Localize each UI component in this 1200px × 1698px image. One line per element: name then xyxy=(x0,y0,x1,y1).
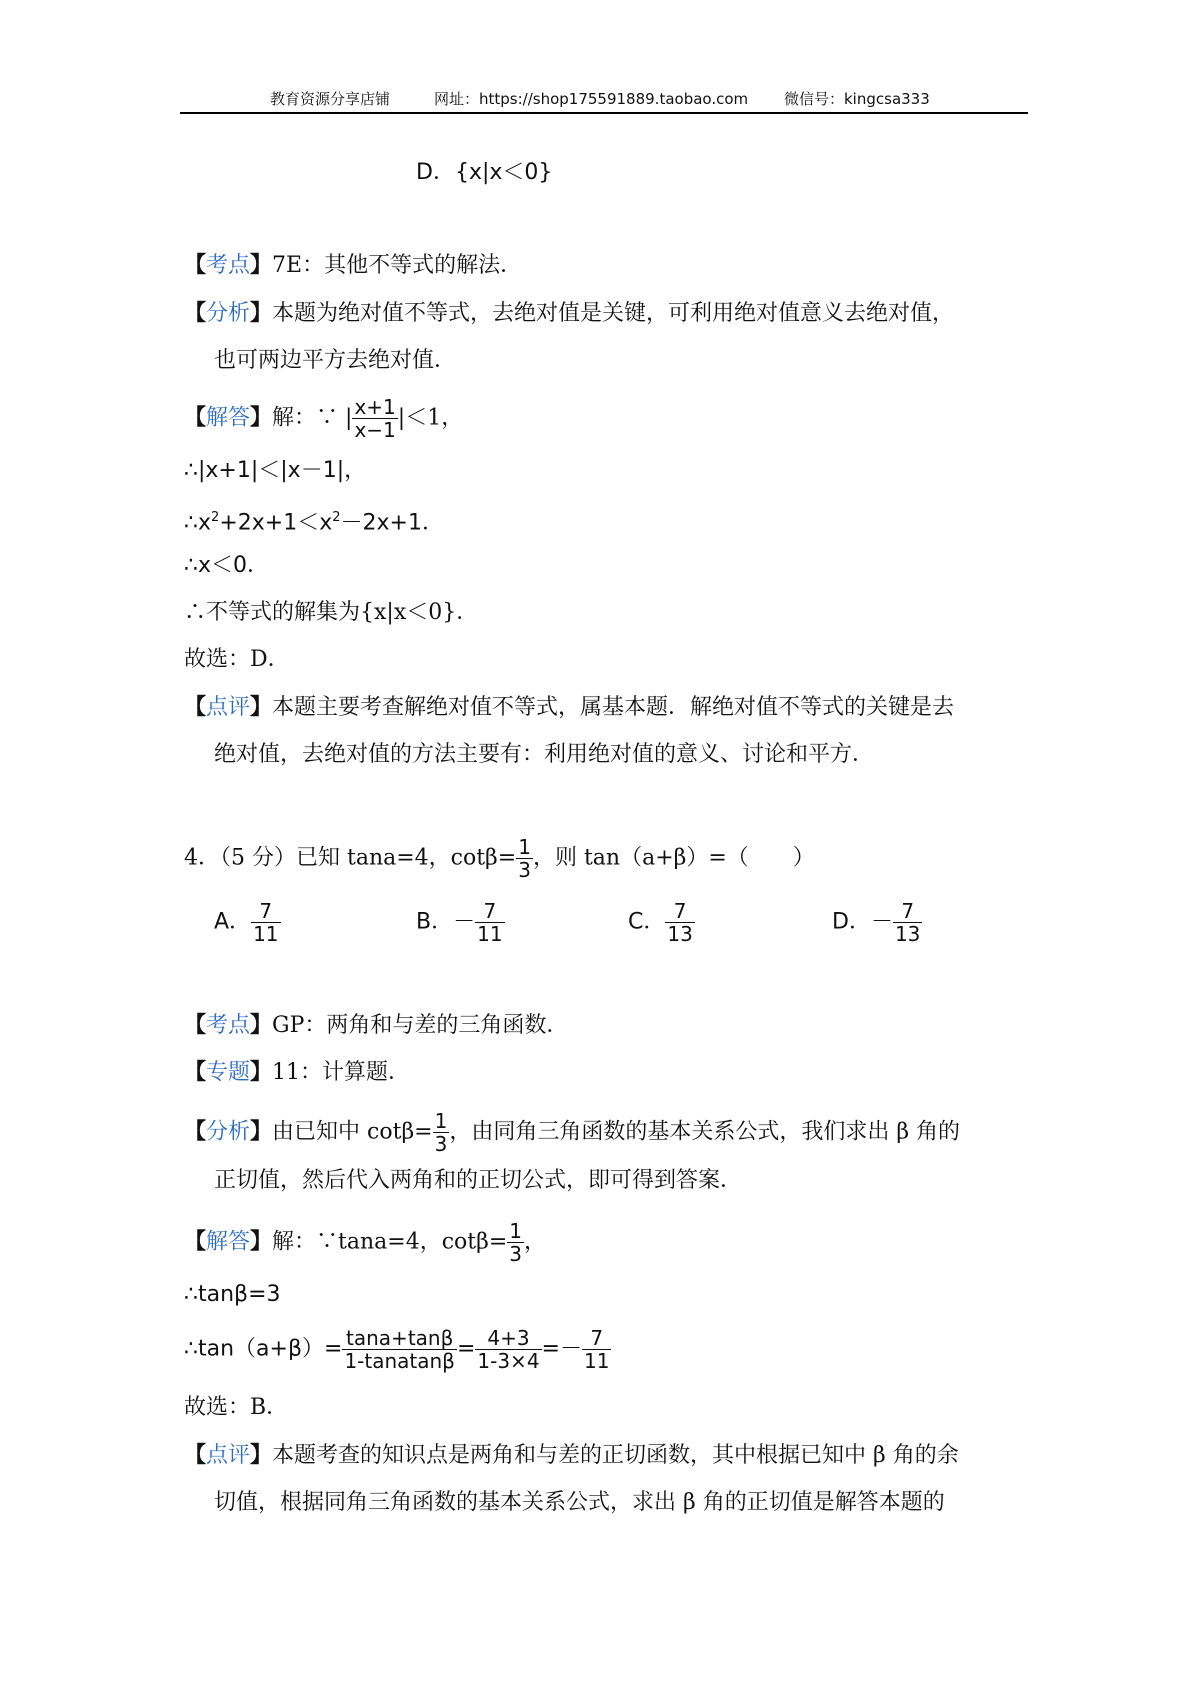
q4-dianping-cont: 切值，根据同角三角函数的基本关系公式，求出 β 角的正切值是解答本题的 xyxy=(214,1490,945,1515)
frac-den: 13 xyxy=(667,922,693,946)
frac-num: 1 xyxy=(509,1219,523,1243)
step-part: －2x+1． xyxy=(340,510,444,536)
step-part: ∴tan（a+β）= xyxy=(184,1336,343,1362)
q3-step1: ∴|x+1|＜|x－1|， xyxy=(184,458,367,483)
header-url[interactable]: 网址：https://shop175591889.taobao.com xyxy=(434,90,749,108)
q3-jieda: 【解答】解：∵ | $\frac{x+1}{x-1}$ |＜1， xyxy=(184,395,464,442)
stem-part: 4．（5 分）已知 tana=4，cotβ= xyxy=(184,845,517,871)
frac-den: 3 xyxy=(509,1242,523,1266)
frac-num: x+1 xyxy=(354,395,396,419)
frac-num: 4+3 xyxy=(475,1327,541,1350)
frac-num: 1 xyxy=(518,835,531,859)
stem-part: ，则 tan（a+β）=（ ） xyxy=(532,845,815,871)
fraction xyxy=(475,900,504,945)
step-part: =－ xyxy=(541,1336,582,1362)
dianping-tag: 点评 xyxy=(206,1443,251,1468)
zhuanti-text: 11：计算题． xyxy=(272,1060,411,1085)
fenxi-text: 本题为绝对值不等式，去绝对值是关键，可利用绝对值意义去绝对值， xyxy=(272,301,955,326)
q4-zhuanti: 【专题】11：计算题． xyxy=(184,1059,411,1085)
fraction xyxy=(893,900,922,945)
dianping-text: 本题主要考查解绝对值不等式，属基本题．解绝对值不等式的关键是去 xyxy=(272,695,955,720)
frac-den: 11 xyxy=(583,1349,610,1373)
q3-dianping-cont: 绝对值，去绝对值的方法主要有：利用绝对值的意义、讨论和平方． xyxy=(214,742,875,767)
q4-option-c[interactable] xyxy=(628,900,695,945)
frac-num: 7 xyxy=(893,900,922,923)
frac-num: 7 xyxy=(251,900,280,923)
q3-step4: ∴不等式的解集为{x|x＜0}． xyxy=(184,600,479,625)
fraction xyxy=(475,1327,541,1372)
fraction xyxy=(665,900,694,945)
q4-option-b[interactable] xyxy=(416,900,505,945)
frac-num: 7 xyxy=(475,900,504,923)
jieda-part: 解：∵tana=4，cotβ= xyxy=(272,1229,508,1255)
q3-step2 xyxy=(184,503,444,538)
page-header xyxy=(180,86,1028,114)
q4-option-d[interactable] xyxy=(832,900,922,945)
step-part: = xyxy=(456,1336,476,1362)
fraction xyxy=(251,900,280,945)
q4-stem xyxy=(184,836,815,881)
fraction xyxy=(352,396,397,441)
jieda-suffix: |＜1， xyxy=(397,405,464,431)
q4-step2 xyxy=(184,1327,611,1372)
kaodian-tag: 考点 xyxy=(206,253,251,278)
frac-num: 7 xyxy=(582,1327,611,1350)
superscript: 2 xyxy=(332,510,341,525)
dianping-text: 本题考查的知识点是两角和与差的正切函数，其中根据已知中 β 角的余 xyxy=(272,1443,959,1468)
frac-den: x−1 xyxy=(354,418,396,442)
q4-option-a[interactable] xyxy=(214,900,281,945)
q4-answer: 故选：B． xyxy=(184,1395,289,1420)
superscript: 2 xyxy=(211,510,220,525)
frac-num: 7 xyxy=(665,900,694,923)
frac-den: 1-3×4 xyxy=(477,1349,540,1373)
fenxi-tag: 分析 xyxy=(206,1119,251,1145)
jieda-part: ， xyxy=(524,1229,547,1255)
frac-den: 11 xyxy=(477,922,503,946)
kaodian-tag: 考点 xyxy=(206,1013,251,1038)
zhuanti-tag: 专题 xyxy=(206,1060,251,1085)
jieda-prefix: 解：∵ | xyxy=(272,405,353,431)
option-label: C． xyxy=(628,909,666,935)
option-label: D．－ xyxy=(832,909,893,935)
frac-den: 11 xyxy=(253,922,279,946)
fraction xyxy=(582,1327,611,1372)
frac-num: tana+tanβ xyxy=(342,1327,457,1350)
q4-dianping: 【点评】本题考查的知识点是两角和与差的正切函数，其中根据已知中 β 角的余 xyxy=(184,1442,959,1468)
q3-dianping: 【点评】本题主要考查解绝对值不等式，属基本题．解绝对值不等式的关键是去 xyxy=(184,694,955,720)
step-part: +2x+1＜x xyxy=(219,510,333,536)
q3-kaodian: 【考点】7E：其他不等式的解法． xyxy=(184,252,523,278)
fraction xyxy=(342,1327,457,1372)
dianping-tag: 点评 xyxy=(206,695,251,720)
kaodian-text: GP：两角和与差的三角函数． xyxy=(272,1013,569,1038)
option-label: A． xyxy=(214,909,252,935)
q4-jieda: 【解答】解：∵tana=4，cotβ= $\frac{1}{3}$ ， xyxy=(184,1219,547,1266)
q3-fenxi-cont: 也可两边平方去绝对值． xyxy=(214,348,457,373)
fenxi-tag: 分析 xyxy=(206,301,251,326)
fraction xyxy=(516,836,533,881)
q4-kaodian: 【考点】GP：两角和与差的三角函数． xyxy=(184,1012,569,1038)
fenxi-part: 由已知中 cotβ= xyxy=(272,1119,433,1145)
q4-fenxi: 【分析】由已知中 cotβ= $\frac{1}{3}$ ，由同角三角函数的基本关系公式，我们求出 β 角的 xyxy=(184,1109,961,1156)
fraction xyxy=(507,1220,524,1265)
frac-den: 3 xyxy=(434,1132,448,1156)
jieda-tag: 解答 xyxy=(206,405,251,431)
q3-step3: ∴x＜0． xyxy=(184,553,270,578)
frac-den: 3 xyxy=(518,858,531,882)
step-part: ∴x xyxy=(184,510,212,536)
q3-answer: 故选：D． xyxy=(184,647,290,672)
q4-fenxi-cont: 正切值，然后代入两角和的正切公式，即可得到答案． xyxy=(214,1168,743,1193)
fraction xyxy=(433,1110,450,1155)
kaodian-text: 7E：其他不等式的解法． xyxy=(272,253,523,278)
q3-fenxi: 【分析】本题为绝对值不等式，去绝对值是关键，可利用绝对值意义去绝对值， xyxy=(184,300,955,326)
frac-den: 1-tanatanβ xyxy=(344,1349,455,1373)
fenxi-part: ，由同角三角函数的基本关系公式，我们求出 β 角的 xyxy=(449,1119,961,1145)
header-wechat: 微信号：kingcsa333 xyxy=(784,90,930,108)
header-shop: 教育资源分享店铺 xyxy=(270,90,391,108)
jieda-tag: 解答 xyxy=(206,1229,251,1255)
frac-den: 13 xyxy=(894,922,921,946)
q3-option-d: D．{x|x＜0} xyxy=(416,160,553,185)
frac-num: 1 xyxy=(434,1109,448,1133)
option-label: B．－ xyxy=(416,909,476,935)
q4-step1: ∴tanβ=3 xyxy=(184,1282,281,1307)
